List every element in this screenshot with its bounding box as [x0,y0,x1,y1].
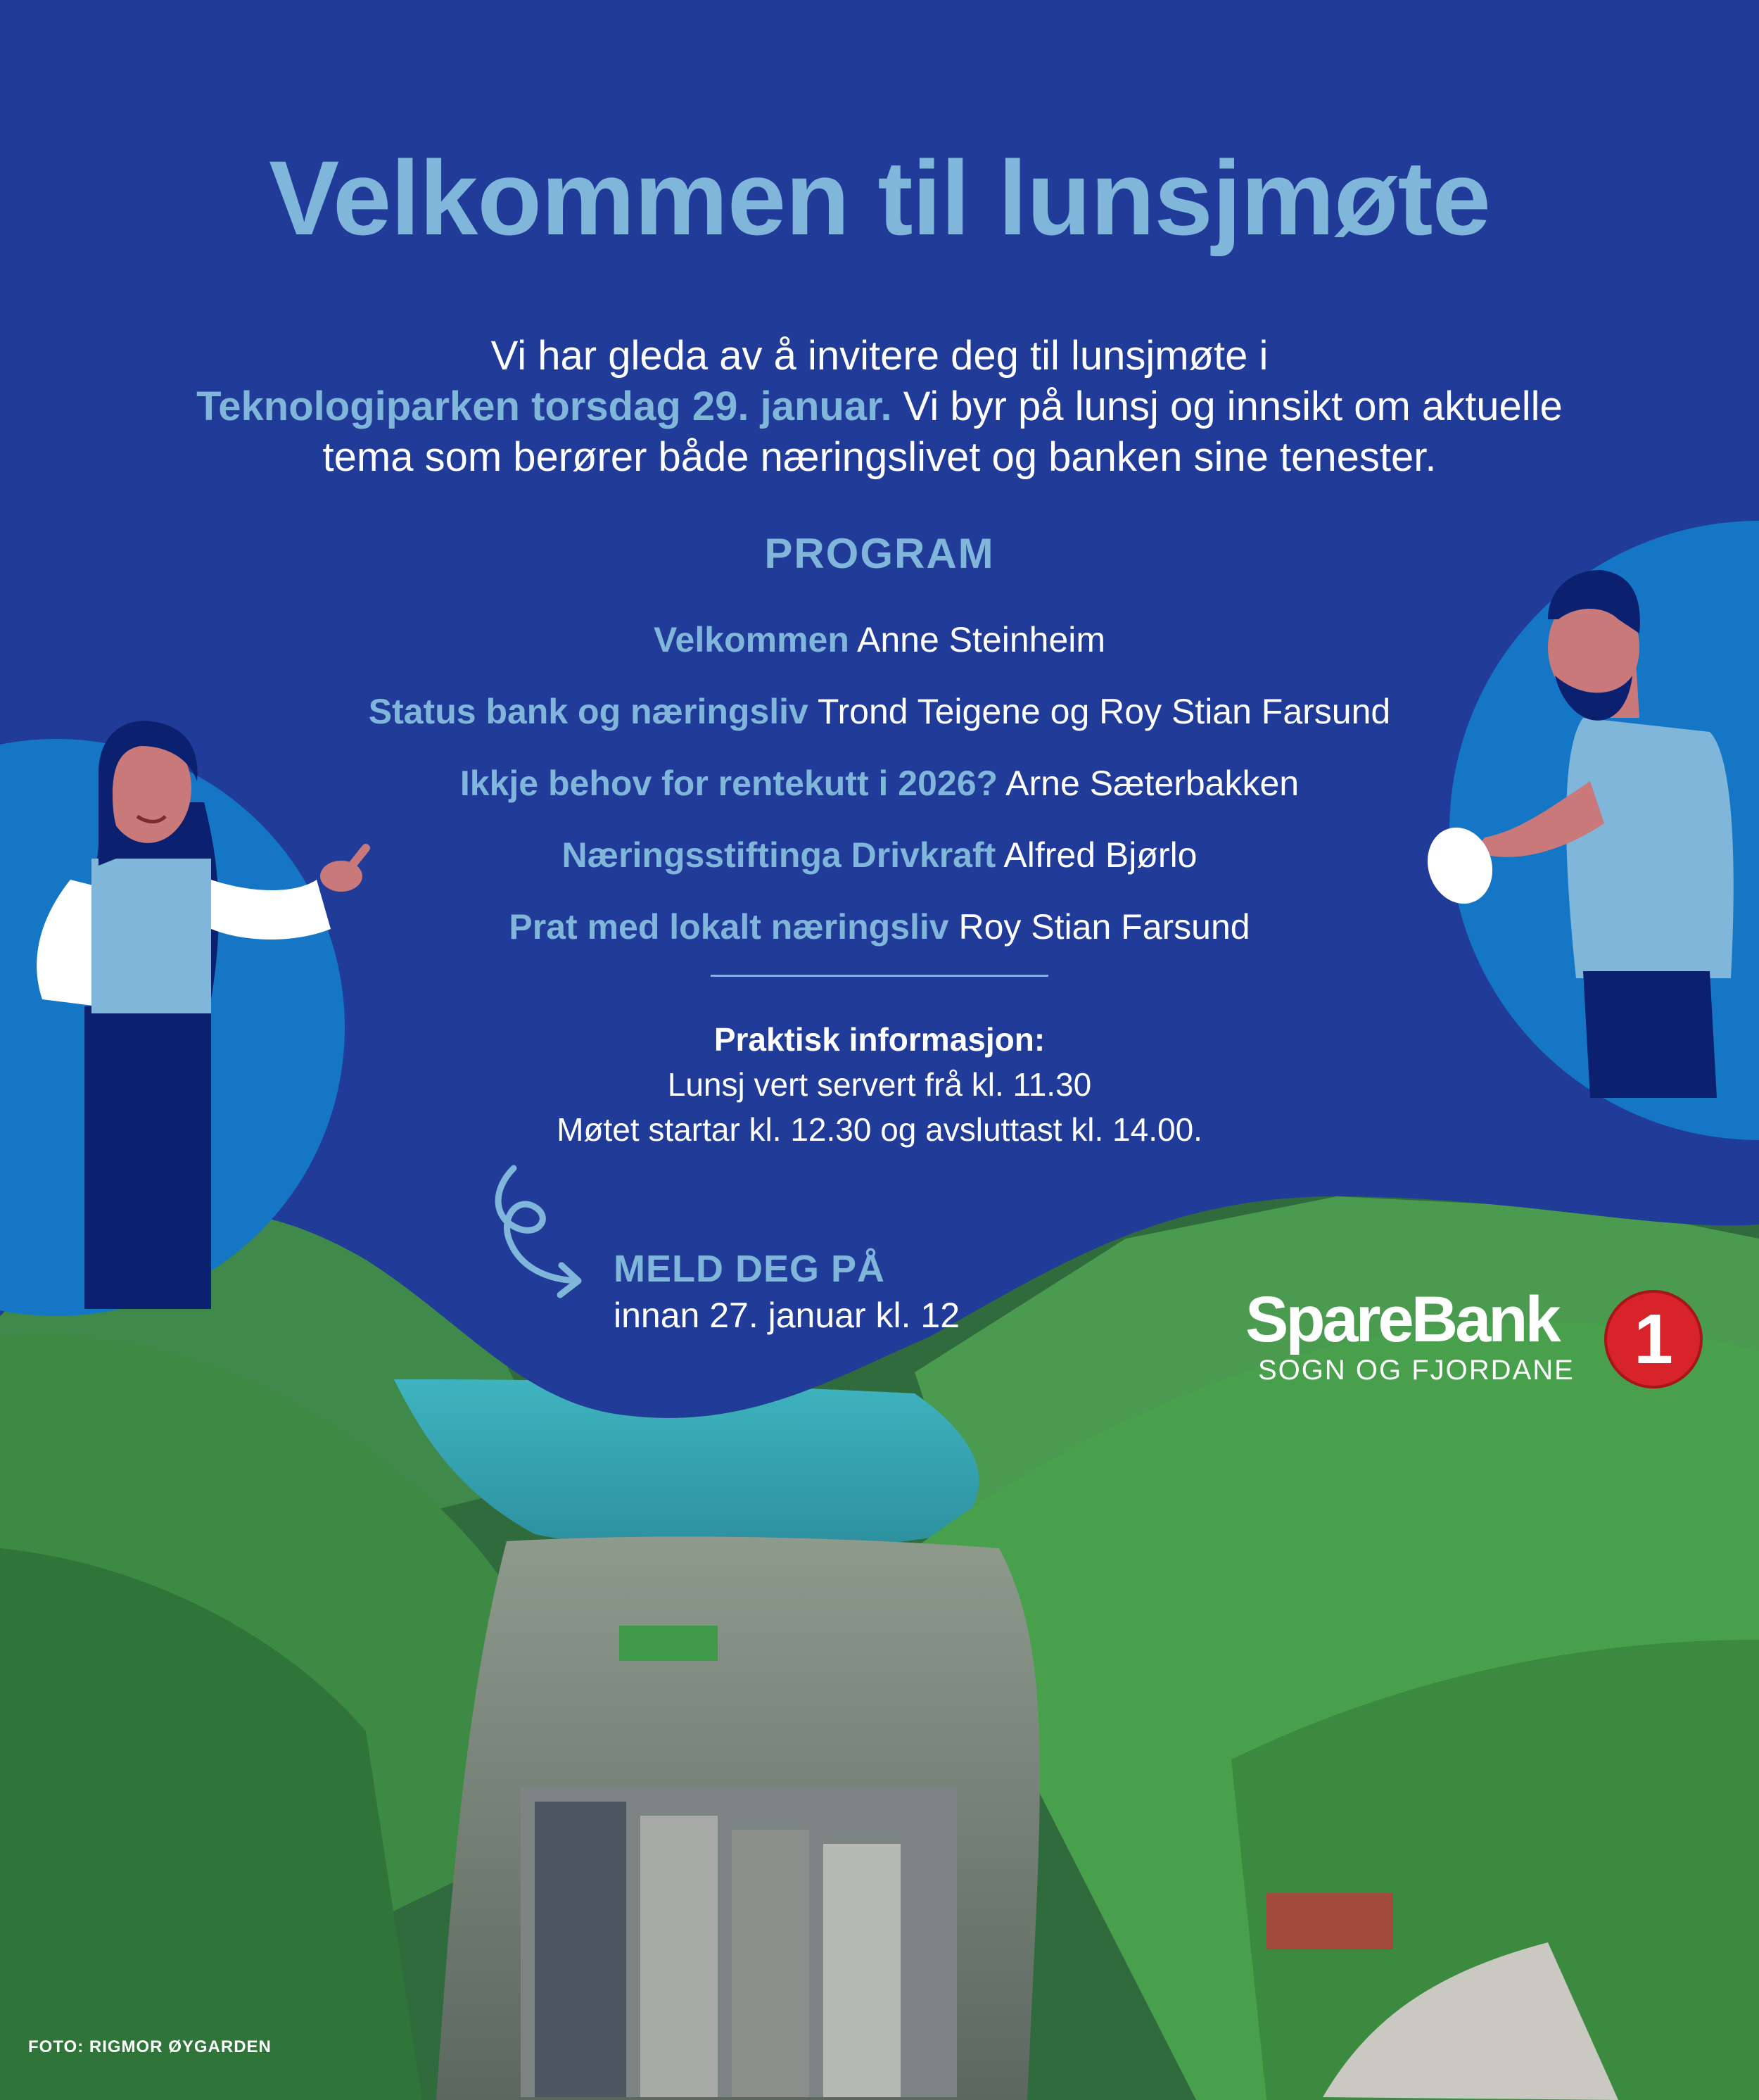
page-title: Velkommen til lunsjmøte [269,139,1490,257]
program-item-title: Ikkje behov for rentekutt i 2026? [459,764,998,803]
sparebank-logo [1245,1284,1717,1397]
practical-info-line-2: Møtet startar kl. 12.30 og avsluttast kl. 14.00. [557,1111,1202,1148]
program-item-title: Velkommen [653,620,849,659]
practical-info-line-1: Lunsj vert servert frå kl. 11.30 [667,1066,1092,1103]
intro-line-2 [84,381,1675,432]
program-item [211,891,1548,963]
program-item-speaker: Anne Steinheim [849,620,1106,659]
practical-info-heading: Praktisk informasjon: [713,1021,1046,1058]
program-item [211,604,1548,676]
program-heading: PROGRAM [764,530,995,577]
register-deadline: innan 27. januar kl. 12 [614,1296,960,1335]
program-item [211,676,1548,747]
program-item-title: Prat med lokalt næringsliv [509,907,949,947]
curly-arrow-icon [485,1161,598,1302]
register-heading[interactable]: MELD DEG PÅ [614,1248,886,1290]
intro-line-1: Vi har gleda av å invitere deg til lunsjmøte i [490,333,1269,379]
photo-credit: FOTO: RIGMOR ØYGARDEN [28,2037,272,2056]
intro-line-3: tema som berører både næringslivet og banken sine tenester. [322,434,1437,480]
program-item-speaker: Roy Stian Farsund [948,907,1250,947]
sparebank-1-badge-icon [1604,1290,1703,1389]
section-divider [711,975,1048,977]
program-item-speaker: Alfred Bjørlo [996,835,1198,875]
program-item-speaker: Arne Sæterbakken [998,764,1300,803]
program-list [211,604,1548,963]
logo-region-text: SOGN OG FJORDANE [1258,1355,1575,1386]
program-item-speaker: Trond Teigene og Roy Stian Farsund [808,692,1391,731]
program-item [211,819,1548,891]
logo-brand-text: SpareBank [1245,1284,1558,1355]
intro-text [84,331,1675,483]
intro-highlight: Teknologiparken torsdag 29. januar. [196,384,892,429]
register-callout[interactable] [614,1247,960,1336]
program-item-title: Status bank og næringsliv [368,692,808,731]
program-item-title: Næringsstiftinga Drivkraft [561,835,996,875]
practical-info [352,1017,1407,1152]
badge-number: 1 [1634,1300,1673,1379]
intro-line-2-rest: Vi byr på lunsj og innsikt om aktuelle [891,384,1563,429]
program-item [211,747,1548,819]
